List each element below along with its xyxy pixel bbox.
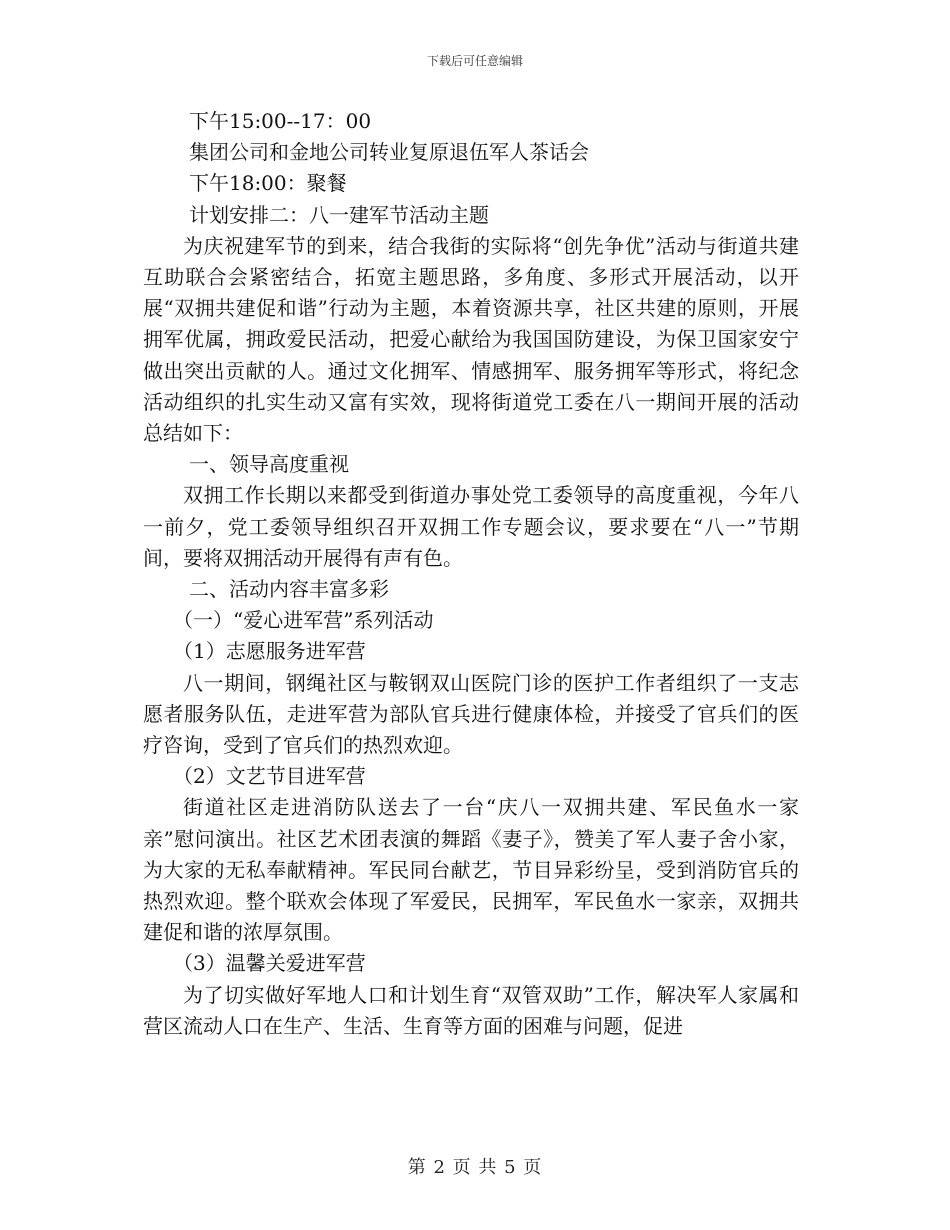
schedule-line: 下午18:00：聚餐 — [189, 171, 347, 196]
section-heading: 一、领导高度重视 — [189, 452, 349, 477]
body-paragraph: 为了切实做好军地人口和计划生育“双管双助”工作，解决军人家属和营区流动人口在生产、生活、生育等方面的困难与问题，促进 — [143, 982, 799, 1038]
schedule-line: 下午15:00--17：00 — [189, 109, 372, 133]
body-paragraph: 双拥工作长期以来都受到街道办事处党工委领导的高度重视，今年八一前夕，党工委领导组织召开双拥工作专题会议，要求要在“八一”节期间，要将双拥活动开展得有声有色。 — [143, 483, 799, 570]
schedule-line: 集团公司和金地公司转业复原退伍军人茶话会 — [189, 140, 589, 165]
subsection-heading: （3）温馨关爱进军营 — [173, 951, 366, 976]
subsection-heading: （2）文艺节目进军营 — [173, 764, 366, 789]
subsection-heading: （一）“爱心进军营”系列活动 — [173, 608, 434, 633]
document-body — [143, 106, 799, 1042]
page-header: 下载后可任意编辑 — [426, 54, 523, 68]
page-number: 第 2 页 共 5 页 — [407, 1157, 543, 1178]
section-heading: 计划安排二：八一建军节活动主题 — [189, 202, 489, 227]
body-paragraph: 街道社区走进消防队送去了一台“庆八一双拥共建、军民鱼水一家亲”慰问演出。社区艺术团表演的舞蹈《妻子》，赞美了军人妻子舍小家，为大家的无私奉献精神。军民同台献艺，节目异彩纷呈，受到消防官兵的热烈欢迎。整个联欢会体现了军爱民，民拥军，军民鱼水一家亲，双拥共建促和谐的浓厚氛围。 — [143, 795, 799, 945]
subsection-heading: （1）志愿服务进军营 — [173, 639, 366, 664]
body-paragraph: 为庆祝建军节的到来，结合我街的实际将“创先争优”活动与街道共建互助联合会紧密结合，拓宽主题思路，多角度、多形式开展活动，以开展“双拥共建促和谐”行动为主题，本着资源共享，社区共建的原则，开展拥军优属，拥政爱民活动，把爱心献给为我国国防建设，为保卫国家安宁做出突出贡献的人。通过文化拥军、情感拥军、服务拥军等形式，将纪念活动组织的扎实生动又富有实效，现将街道党工委在八一期间开展的活动总结如下： — [143, 233, 799, 446]
body-paragraph: 八一期间，钢绳社区与鞍钢双山医院门诊的医护工作者组织了一支志愿者服务队伍，走进军营为部队官兵进行健康体检，并接受了官兵们的医疗咨询，受到了官兵们的热烈欢迎。 — [143, 670, 799, 758]
section-heading: 二、活动内容丰富多彩 — [189, 577, 389, 602]
